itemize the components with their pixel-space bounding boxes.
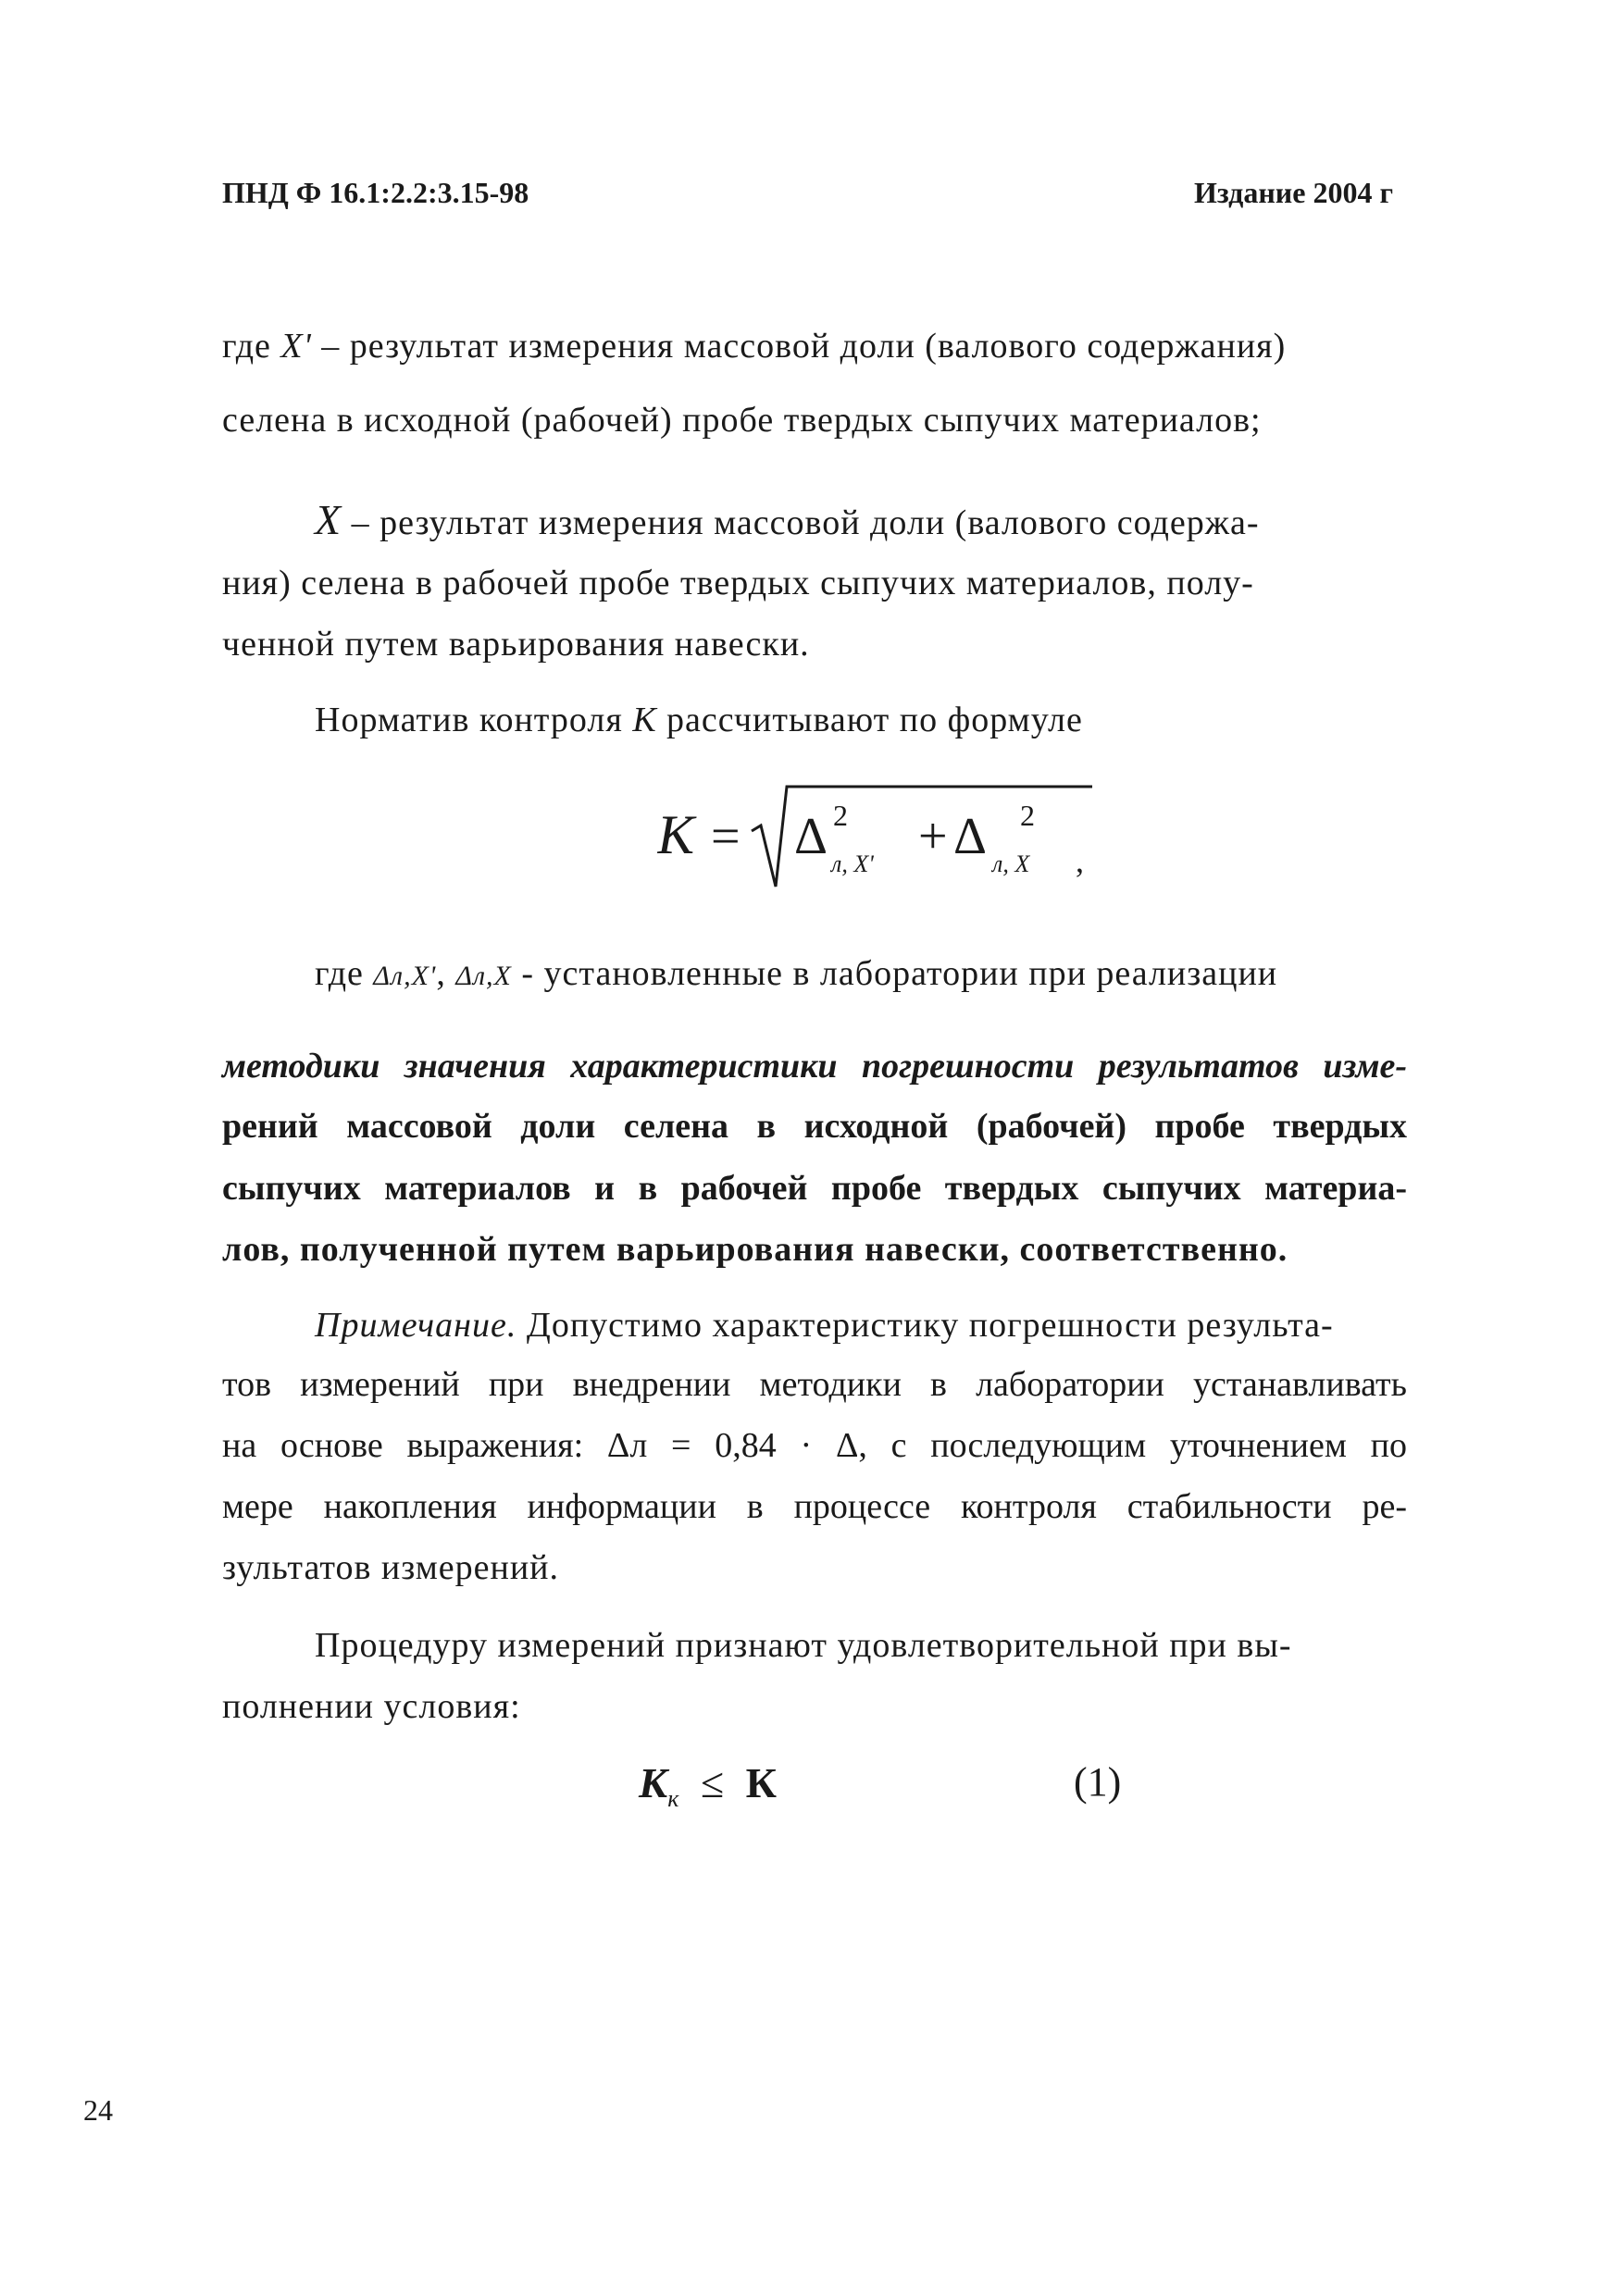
- note-line3: на основе выражения: Δл = 0,84 · Δ, с последующим уточнением по: [222, 1426, 1407, 1465]
- symbol-delta-x: Δл,X: [455, 961, 512, 991]
- note-line4: мере накопления информации в процессе контроля стабильности ре-: [222, 1487, 1407, 1526]
- para4-prefix: где: [315, 954, 364, 993]
- para2-line1: [315, 495, 1260, 544]
- para4-line1: где Δл,X', Δл,X - установленные в лаборатории при реализации: [315, 954, 1278, 993]
- para4-line5: лов, полученной путем варьирования навески, соответственно.: [222, 1230, 1288, 1269]
- para4-line4: сыпучих материалов и в рабочей пробе твердых сыпучих материа-: [222, 1169, 1407, 1208]
- condition-lhs-sub: к: [667, 1785, 679, 1813]
- para5-line2: полнении условия:: [222, 1687, 521, 1726]
- condition-lhs: К: [639, 1759, 668, 1806]
- formula-comma: ,: [1076, 842, 1084, 879]
- document-code: ПНД Ф 16.1:2.2:3.15-98: [222, 176, 529, 209]
- para4-line1-text: - установленные в лаборатории при реализации: [521, 954, 1278, 993]
- condition-relation: ≤: [700, 1759, 725, 1806]
- formula-equals: =: [711, 808, 741, 865]
- para1-line2: селена в исходной (рабочей) пробе твердых сыпучих материалов;: [222, 401, 1262, 440]
- formula-subscript-2: л, X: [992, 850, 1030, 877]
- para2-line3: ченной путем варьирования навески.: [222, 625, 810, 664]
- symbol-delta-x-prime: Δл,X': [373, 961, 437, 991]
- page-number: 24: [83, 2093, 113, 2127]
- edition-label: Издание 2004 г: [1194, 176, 1393, 209]
- formula-lhs: К: [657, 804, 694, 865]
- para2-line1-text: – результат измерения массовой доли (валового содержа-: [351, 503, 1260, 542]
- note-line2: тов измерений при внедрении методики в лаборатории устанавливать: [222, 1365, 1407, 1404]
- para1-line1-text: – результат измерения массовой доли (валового содержания): [321, 327, 1287, 366]
- para4-line2: методики значения характеристики погрешности результатов изме-: [222, 1047, 1407, 1086]
- formula-delta-1: Δ: [794, 808, 828, 865]
- note-line1-text: Допустимо характеристику погрешности результа-: [526, 1306, 1334, 1345]
- formula-subscript-1: л, X': [831, 850, 874, 877]
- formula-exponent-2: 2: [1020, 799, 1035, 832]
- formula-plus: +: [918, 808, 948, 865]
- formula-delta-2: Δ: [953, 808, 988, 865]
- para2-line2: ния) селена в рабочей пробе твердых сыпучих материалов, полу-: [222, 564, 1254, 602]
- para3-text-before: Норматив контроля: [315, 701, 623, 739]
- para4-line3: рений массовой доли селена в исходной (рабочей) пробе твердых: [222, 1107, 1407, 1146]
- formula-exponent-1: 2: [833, 799, 848, 832]
- para3-line: [315, 700, 1083, 740]
- equation-number: (1): [1074, 1759, 1122, 1805]
- note-line1: [315, 1305, 1334, 1346]
- para1-prefix: где: [222, 327, 271, 366]
- condition-rhs: К: [745, 1759, 777, 1806]
- formula-k-sqrt: [657, 777, 1101, 907]
- symbol-x: X: [315, 496, 342, 543]
- symbol-x-prime: X': [280, 327, 312, 366]
- para3-text-after: рассчитывают по формуле: [666, 701, 1083, 739]
- symbol-k: К: [632, 701, 657, 739]
- note-line5: зультатов измерений.: [222, 1548, 559, 1587]
- note-label: Примечание.: [315, 1306, 517, 1345]
- para1-line1: [222, 326, 1286, 366]
- condition-formula: [639, 1758, 777, 1813]
- para5-line1: Процедуру измерений признают удовлетворительной при вы-: [315, 1626, 1292, 1665]
